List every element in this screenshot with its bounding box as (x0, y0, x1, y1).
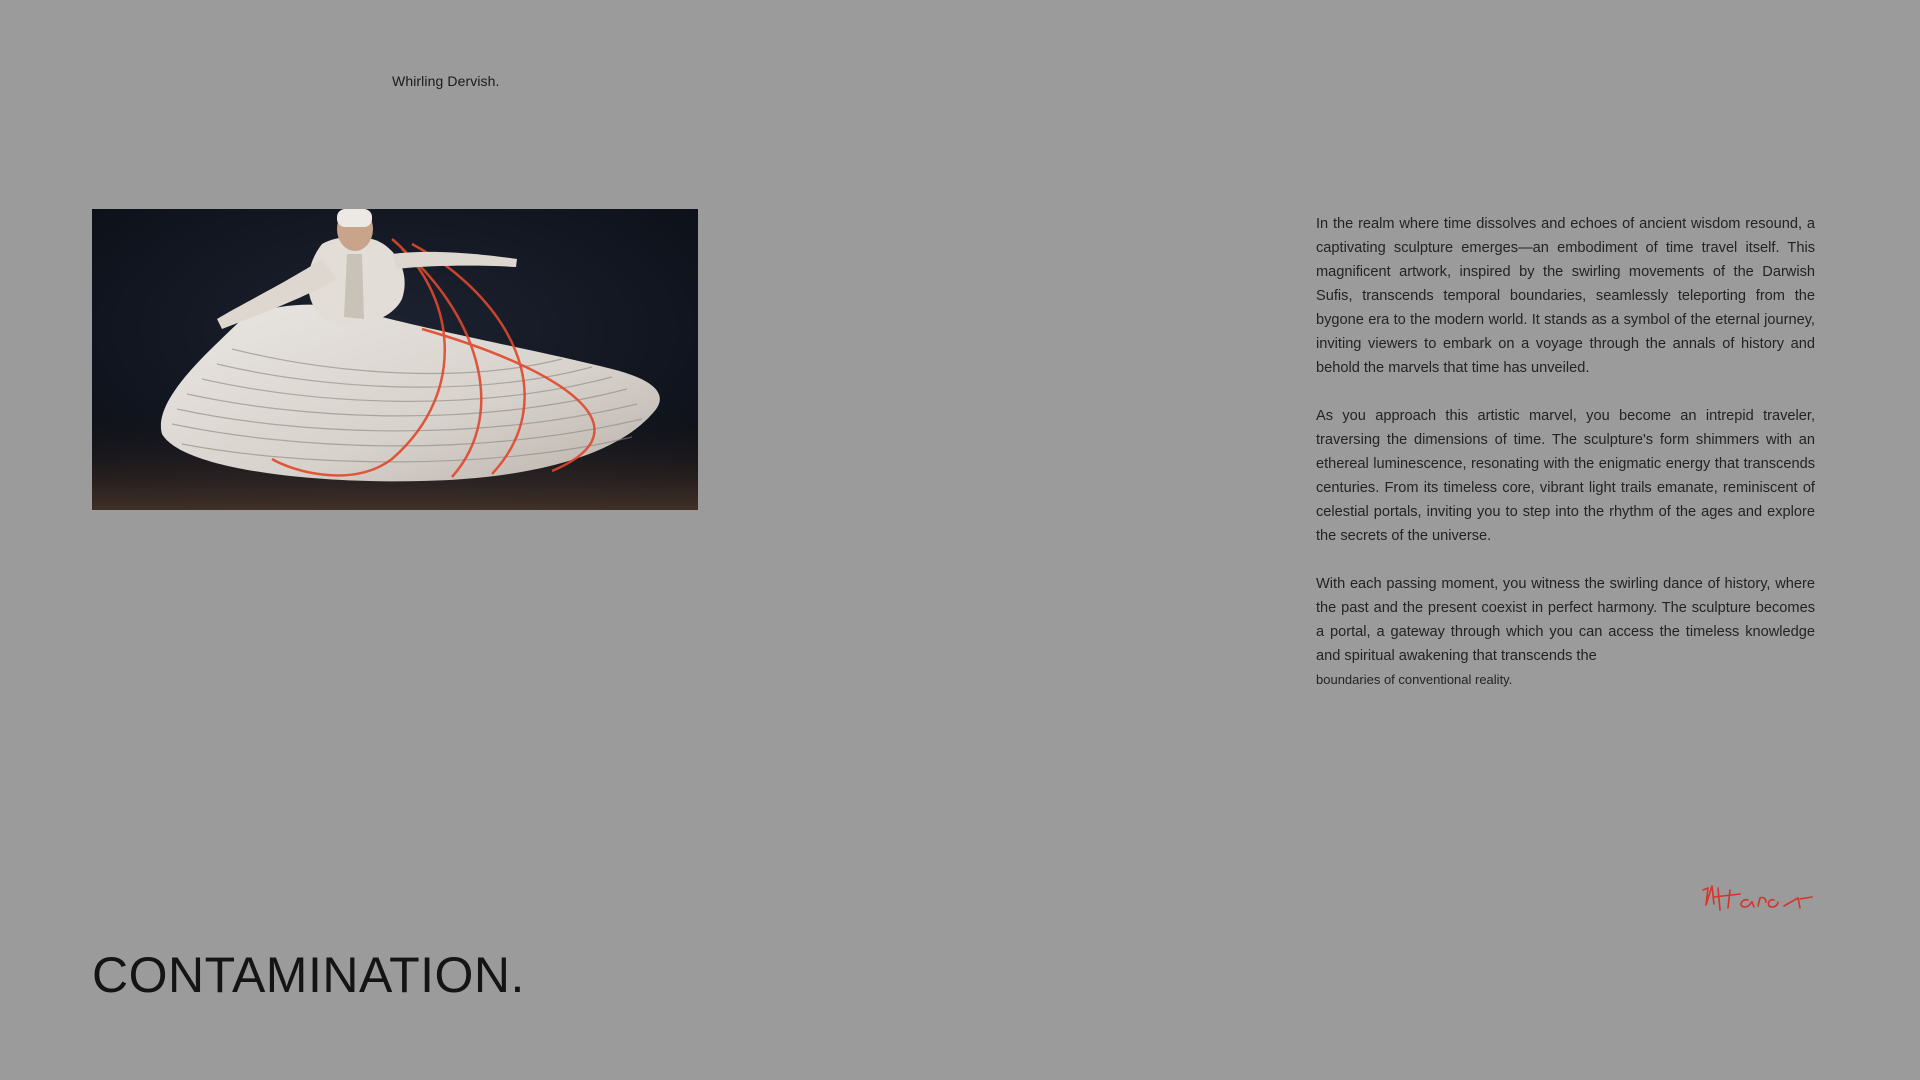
description-text (1316, 212, 1815, 716)
paragraph-3-tail: boundaries of conventional reality. (1316, 672, 1513, 687)
paragraph-3: With each passing moment, you witness the swirling dance of history, where the past and the present coexist in perfect harmony. The sculpture becomes a portal, a gateway through which you can access the timeless knowledge and spiritual awakening that transcends the (1316, 576, 1815, 664)
page-title: CONTAMINATION. (92, 947, 525, 1003)
whirling-dervish-photo (92, 209, 698, 510)
image-caption: Whirling Dervish. (392, 73, 500, 89)
signature-icon (1700, 880, 1815, 915)
paragraph-1: In the realm where time dissolves and echoes of ancient wisdom resound, a captivating sculpture emerges—an embodiment of time travel itself. This magnificent artwork, inspired by the swirling movements of the Darwish Sufis, transcends temporal boundaries, seamlessly teleporting from the bygone era to the modern world. It stands as a symbol of the eternal journey, inviting viewers to embark on a voyage through the annals of history and behold the marvels that time has unveiled. (1316, 216, 1815, 376)
paragraph-2: As you approach this artistic marvel, you become an intrepid traveler, traversing the dimensions of time. The sculpture's form shimmers with an ethereal luminescence, resonating with the enigmatic energy that transcends centuries. From its timeless core, vibrant light trails emanate, reminiscent of celestial portals, inviting you to step into the rhythm of the ages and explore the secrets of the universe. (1316, 408, 1815, 544)
